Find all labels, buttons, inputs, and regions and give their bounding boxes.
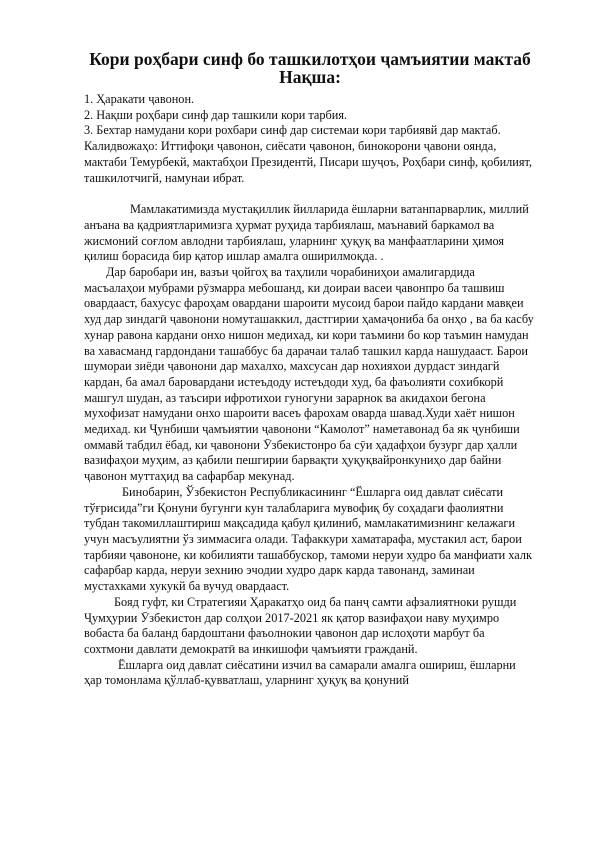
document-title (84, 50, 536, 86)
body-paragraph: Дар баробари ин, вазъи ҷойгоҳ ва таҳлили чорабиниҳои амалигардида масъалаҳои мубрами рӯзмарра мебошанд, ки доираи васеи ҷавонпро ба ташвиш овардааст, бахусус фароҳам овардани шароити мусоид барои пайдо кардани мавқеи худ дар зиндагӣ ҷавонони номуташаккил, дастгирии ҳамаҷониба ба онҳо , ва ба касбу хунар равона кардани онхо нишон медихад, ки кори таъмини бо кор таъмин намудан ва хавасманд гардондани ташаббус ба дарачаи талаб ташкил карда нашудааст. Барои шумораи зиёди ҷавонони дар махалхо, махсусан дар нохияхои дурдаст зиндагй кардан, ба амал баровардани истеъдоду истеъдоди худ, ба фаъолияти сохибкорй машгул шудан, аз таъсири ифротихои гуногуни зарарнок ва акидахои бегона мухофизат намудани онхо шароити васеъ фарохам оварда шавад.Худи хаёт нишон медихад. ки Ҷунбиши ҷамъиятии ҷавонони “Камолот” наметавонад ба як ҷунбиши оммавй табдил ёбад, ки ҷавонони Ӯзбекистонро ба сӯи ҳадафҳои бузург дар ҳалли вазифаҳои муҳим, аз қабили пешгирии барвақти ҳуқуқвайронкуниҳо дар байни ҷавонон муттаҳид ва сафарбар мекунад. (84, 265, 534, 484)
plan-item: 2. Нақши роҳбари синф дар ташкили кори тарбия. (84, 107, 348, 122)
plan-list (84, 92, 536, 139)
body-paragraph: Мамлакатимизда мустақиллик йилларида ёшларни ватанпарварлик, миллий анъана ва қадриятларимизга ҳурмат руҳида тарбиялаш, маънавий баркамол ва жисмоний соғлом авлодни тарбиялаш, уларнинг ҳуқуқ ва манфаатларини ҳимоя қилиш борасида бир қатор ишлар амалга оширилмоқда. . (84, 202, 529, 264)
title-line-2: Нақша: (279, 67, 341, 87)
body-paragraph: Бинобарин, Ўзбекистон Республикасининг “Ёшларга оид давлат сиёсати тўғрисида”ги Қонуни бугунги кун талабларига мувофиқ бу соҳадаги фаолиятни тубдан такомиллаштириш мақсадида қабул қилиниб, мамлакатимизнинг келажаги учун масъулиятни ўз зиммасига олади. Тафаккури хаматарафа, мустакил аст, барои тарбияи ҷавононе, ки кобилияти ташаббускор, тамоми неруи худро ба манфиати халк сафарбар карда, неруи зехнию эчодии худро дарк карда тавонанд, заминаи мустахками хукукй ба вучуд овардааст. (84, 484, 532, 594)
body-paragraph: Бояд гуфт, ки Стратегияи Ҳаракатҳо оид ба панҷ самти афзалиятноки рушди Ҷумҳурии Ӯзбекистон дар солҳои 2017-2021 як қатор вазифаҳои наву муҳимро вобаста ба баланд бардоштани фаъолнокии ҷавонон дар ислоҳоти марбут ба сохтмони давлати демократӣ ва инкишофи ҷамъияти гражданй. (84, 594, 517, 656)
title-line-1: Кори роҳбари синф бо ташкилотҳои ҷамъиятии мактаб (89, 49, 531, 69)
keywords-paragraph: Калидвожаҳо: Иттифоқи ҷавонон, сиёсати ҷавонон, бинокорони ҷавони ояндa, мактаби Темурбекй, мактабҳои Президентй, Писари шуҷоъ, Роҳбари синф, қобилият, ташкилотчигй, намунаи ибрат. (84, 139, 533, 185)
body-paragraph: Ёшларга оид давлат сиёсатини изчил ва самарали амалга ошириш, ёшларни ҳар томонлама қўллаб-қувватлаш, уларнинг ҳуқуқ ва қонуний (84, 657, 516, 688)
plan-item: 1. Ҳаракати ҷавонон. (84, 92, 195, 106)
plan-item: 3. Бехтар намудани кори рохбари синф дар системаи кори тарбиявй дар мактаб. (84, 123, 501, 138)
